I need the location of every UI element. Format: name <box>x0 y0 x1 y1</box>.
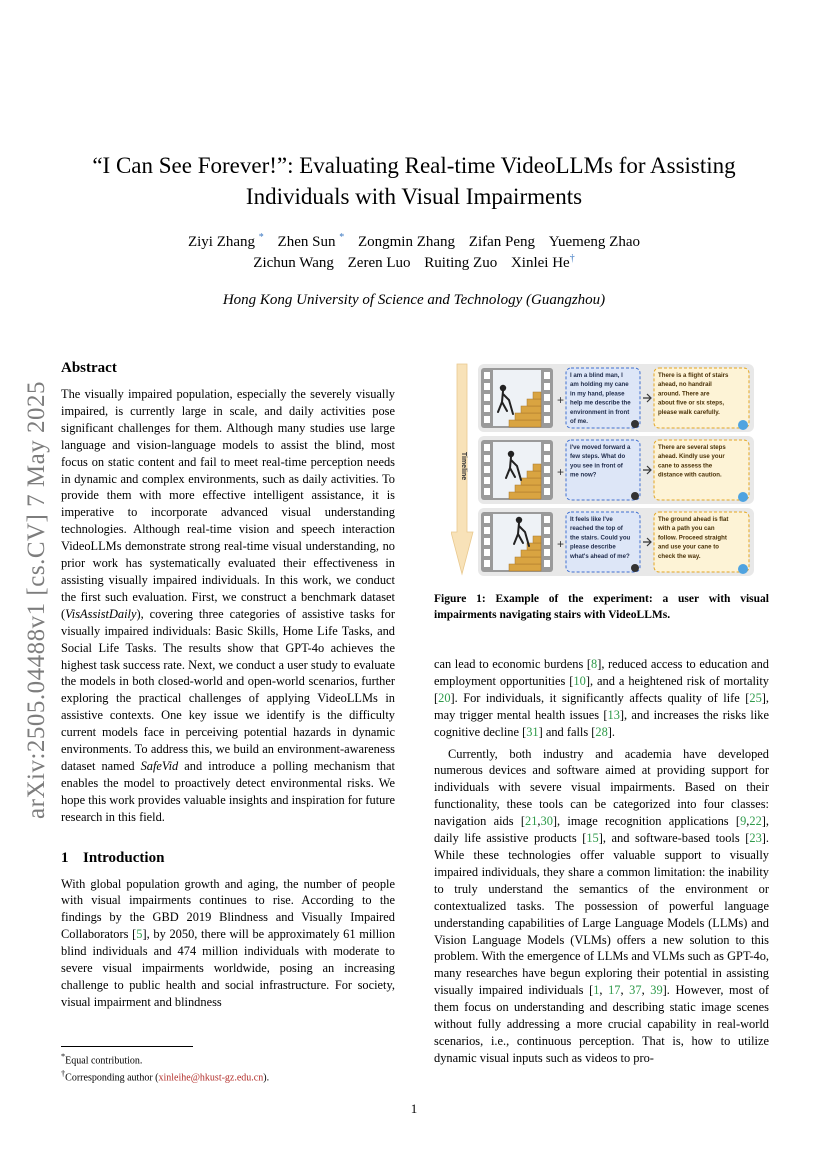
citation-link[interactable]: 13 <box>607 707 620 722</box>
stair-step <box>521 478 541 485</box>
film-hole <box>484 455 490 462</box>
film-hole <box>544 394 550 401</box>
page-number: 1 <box>410 1101 418 1116</box>
answer-text-line: follow. Proceed straight <box>658 534 727 542</box>
answer-text-line: around. There are <box>658 390 710 398</box>
paper-title: “I Can See Forever!”: Evaluating Real-time VideoLLMs for Assisting Individuals with Visual Impairments <box>92 153 736 209</box>
film-hole <box>484 383 490 390</box>
figure-rows <box>478 364 754 576</box>
film-hole <box>544 383 550 390</box>
answer-text-line: please walk carefully. <box>658 408 720 416</box>
left-column <box>61 358 395 1011</box>
film-hole <box>484 538 490 545</box>
author-name: Ruiting Zuo <box>424 255 498 271</box>
citation-link[interactable]: 31 <box>526 724 539 739</box>
author <box>469 234 535 250</box>
answer-text-line: distance with caution. <box>658 471 722 479</box>
film-hole <box>544 560 550 567</box>
film-hole <box>484 516 490 523</box>
film-hole <box>484 488 490 495</box>
microphone-icon <box>631 564 639 572</box>
film-hole <box>484 527 490 534</box>
intro-paragraph-1: With global population growth and aging, the number of people with visual impairments continues to rise. According to the findings by the GBD 2019 Blindness and Visually Impaired Collaborators [5], by 2050, there will be approximately 61 million blind individuals and 474 million individuals with moderate to severe visual impairments worldwide, posing an increasing challenge to public health and social infrastructure. For society, visual impairment and blindness <box>61 876 396 1009</box>
intro-paragraph-1-continued: can lead to economic burdens [8], reduced access to education and employment opportunities [10], and a heightened risk of mortality [20]. For individuals, it significantly affects quality of life [25], may trigger mental health issues [13], and increases the risks like cognitive decline [31] and falls [28]. <box>434 657 770 739</box>
author <box>188 234 264 250</box>
microphone-icon <box>631 420 639 428</box>
figure-row <box>478 436 754 504</box>
stair-step <box>527 471 541 478</box>
author <box>348 255 411 271</box>
author-line-2 <box>60 253 768 274</box>
author-name: Zongmin Zhang <box>357 234 456 250</box>
author <box>253 255 334 271</box>
citation-link[interactable]: 15 <box>586 831 599 846</box>
plus-sign: + <box>557 537 565 551</box>
citation-link[interactable]: 17 <box>608 983 621 998</box>
film-hole <box>544 477 550 484</box>
author <box>424 255 497 271</box>
stair-step <box>515 413 541 420</box>
footnotes <box>61 1050 395 1085</box>
author-list <box>60 232 768 274</box>
stair-step <box>527 399 541 406</box>
section-number: 1 <box>61 849 69 866</box>
citation-link[interactable]: 22 <box>749 814 762 829</box>
author-name: Ziyi Zhang <box>187 234 256 250</box>
film-hole <box>544 488 550 495</box>
answer-text-line: There are several steps <box>658 444 726 451</box>
answer-text-line: ahead. Kindly use your <box>658 453 725 461</box>
citation-link[interactable]: 21 <box>525 814 538 829</box>
answer-text-line: ahead, no handrail <box>658 381 712 389</box>
author-name: Zifan Peng <box>468 234 536 250</box>
query-text-line: what's ahead of me? <box>570 552 630 560</box>
query-text-line: you see in front of <box>570 462 623 470</box>
figure-1 <box>451 362 754 580</box>
film-hole <box>484 416 490 423</box>
citation-link[interactable]: 10 <box>573 673 586 688</box>
answer-text-line: There is a flight of stairs <box>658 372 729 379</box>
stair-step <box>533 464 541 471</box>
film-hole <box>484 466 490 473</box>
stair-step <box>521 406 541 413</box>
film-hole <box>484 444 490 451</box>
ai-logo-icon <box>738 420 748 430</box>
arxiv-stamp-text: arXiv:2505.04488v1 [cs.CV] 7 May 2025 <box>23 381 50 819</box>
answer-text-line: about five or six steps, <box>658 399 725 407</box>
citation-link[interactable]: 8 <box>591 657 598 671</box>
film-hole <box>544 416 550 423</box>
author-name: Xinlei He <box>510 255 570 271</box>
plus-sign: + <box>557 393 565 407</box>
citation-link[interactable]: 25 <box>749 690 762 705</box>
query-text-line: in my hand, please <box>570 390 625 398</box>
author-line-1 <box>60 232 768 253</box>
ai-logo-icon <box>738 564 748 574</box>
stair-step <box>515 557 541 564</box>
citation-link[interactable]: 28 <box>595 724 608 739</box>
answer-text-line: cane to assess the <box>658 462 713 470</box>
author-name: Yuemeng Zhao <box>548 234 641 250</box>
film-hole <box>544 549 550 556</box>
figure-row <box>478 364 754 432</box>
film-hole <box>544 527 550 534</box>
author-mark: * <box>339 232 345 243</box>
film-hole <box>544 466 550 473</box>
film-hole <box>544 405 550 412</box>
film-hole <box>544 516 550 523</box>
figure-1-caption: Figure 1: Example of the experiment: a user with visual impairments navigating stairs with VideoLLMs. <box>434 593 769 621</box>
author <box>358 234 455 250</box>
footnote-corresponding-author: †Corresponding author (xinleihe@hkust-gz.edu.cn). <box>61 1069 270 1084</box>
film-hole <box>544 455 550 462</box>
footnote-rule <box>61 1046 193 1047</box>
answer-text-line: The ground ahead is flat <box>658 516 729 523</box>
query-text-line: I am a blind man, I <box>570 372 623 379</box>
section-heading-introduction <box>61 848 395 868</box>
author-mark: * <box>258 232 264 243</box>
stair-step <box>521 550 541 557</box>
stair-step <box>533 392 541 399</box>
film-hole <box>484 405 490 412</box>
abstract-heading: Abstract <box>61 360 117 376</box>
citation-link[interactable]: 39 <box>650 983 663 998</box>
microphone-icon <box>631 492 639 500</box>
stair-step <box>509 492 541 499</box>
query-text-line: am holding my cane <box>570 381 629 389</box>
answer-text-line: check the way. <box>658 552 701 560</box>
dataset-name: VisAssistDaily <box>65 606 137 621</box>
film-hole <box>484 372 490 379</box>
plus-sign: + <box>557 465 565 479</box>
answer-text-line: with a path you can <box>658 525 715 533</box>
film-hole <box>544 444 550 451</box>
author-name: Zhen Sun <box>277 234 336 250</box>
abstract-text: The visually impaired population, especially the severely visually impaired, is currently large in scale, and daily activities pose significant challenges for them. Although many studies use large language and vision-language models to assist the blind, most focus on static content and fail to meet real-time perception needs in dynamic and complex environments, such as daily activities. To provide them with more effective intelligent assistance, it is imperative to incorporate advanced visual understanding technologies. Although real-time vision and speech interaction VideoLLMs demonstrate strong real-time visual understanding, no prior work has systematically evaluated their effectiveness in assisting visually impaired individuals. In this work, we conduct the first such evaluation. First, we construct a benchmark dataset (VisAssistDaily), covering three categories of assistive tasks for visually impaired individuals: Basic Skills, Home Life Tasks, and Social Life Tasks. The results show that GPT-4o achieves the highest task success rate. Next, we conduct a user study to evaluate the models in both closed-world and open-world scenarios, further exploring the practical challenges of applying VideoLLMs in assistive contexts. One key issue we identify is the difficulty current models face in perceiving potential hazards in dynamic environments. To address this, we build an environment-awareness dataset named SafeVid and introduce a polling mechanism that enables the model to proactively detect environmental risks. We hope this work provides valuable insights and inspiration for future research in this field. <box>61 387 395 824</box>
citation-link[interactable]: 20 <box>438 690 451 705</box>
query-text-line: few steps. What do <box>570 453 626 461</box>
figure-row <box>478 508 754 576</box>
ai-logo-icon <box>738 492 748 502</box>
film-hole <box>484 394 490 401</box>
citation-link[interactable]: 5 <box>136 927 143 942</box>
citation-link[interactable]: 23 <box>749 831 762 846</box>
stair-step <box>509 420 541 427</box>
author <box>511 255 575 271</box>
query-text-line: I've moved forward a <box>570 444 631 451</box>
author-name: Zeren Luo <box>347 255 411 271</box>
intro-paragraph-2: Currently, both industry and academia have developed numerous devices and software aimed at providing support for individuals with severe visual impairments. Based on their functionality, these tools can be categorized into four classes: navigation aids [21,30], image recognition applications [9,22], daily life assistive products [15], and software-based tools [23]. While these technologies offer valuable support to visually impaired individuals, they share a common limitation: the inability to truly understand the semantics of the environment or contextualized tasks. The possession of powerful language understanding capabilities of Large Language Models (LLMs) and Vision Language Models (VLMs) offers a new solution to this problem. With the emergence of LLMs and VLMs such as GPT-4o, many researches have begun exploring their potential in assisting visually impaired individuals [1, 17, 37, 39]. However, most of them focus on understanding and describing static image scenes without fully addressing a more crucial capability in real-world scenarios, i.e., continuous perception. That is, how to utilize dynamic visual inputs such as videos to pro- <box>434 746 770 1065</box>
query-text-line: please describe <box>570 543 616 551</box>
answer-text-line: and use your cane to <box>658 543 719 551</box>
film-hole <box>544 538 550 545</box>
citation-link[interactable]: 30 <box>540 814 553 829</box>
author-name: Zichun Wang <box>253 255 334 271</box>
right-column <box>434 656 769 1067</box>
dataset-name: SafeVid <box>140 758 179 773</box>
affiliation: Hong Kong University of Science and Technology (Guangzhou) <box>222 292 606 308</box>
film-hole <box>484 549 490 556</box>
arxiv-stamp <box>21 360 53 840</box>
section-title: Introduction <box>83 849 165 866</box>
footnote-equal-contribution: *Equal contribution. <box>61 1052 143 1067</box>
query-text-line: It feels like I've <box>570 516 613 523</box>
film-hole <box>484 477 490 484</box>
citation-link[interactable]: 1 <box>593 983 600 998</box>
film-hole <box>484 560 490 567</box>
author <box>278 234 345 250</box>
film-hole <box>544 372 550 379</box>
query-text-line: help me describe the <box>570 399 631 407</box>
figure-1-illustration <box>451 362 754 580</box>
query-text-line: me now? <box>570 471 597 479</box>
stair-step <box>515 485 541 492</box>
query-text-line: reached the top of <box>570 525 623 533</box>
author-mark: † <box>569 253 575 264</box>
query-text-line: of me. <box>570 418 588 425</box>
email-link[interactable]: xinleihe@hkust-gz.edu.cn <box>158 1072 264 1084</box>
citation-link[interactable]: 37 <box>629 983 642 998</box>
stair-step <box>533 536 541 543</box>
author <box>549 234 640 250</box>
timeline-label: Timeline <box>460 451 467 481</box>
stair-step <box>509 564 541 571</box>
citation-link[interactable]: 9 <box>740 814 747 829</box>
query-text-line: environment in front <box>570 408 630 416</box>
query-text-line: the stairs. Could you <box>570 534 631 542</box>
